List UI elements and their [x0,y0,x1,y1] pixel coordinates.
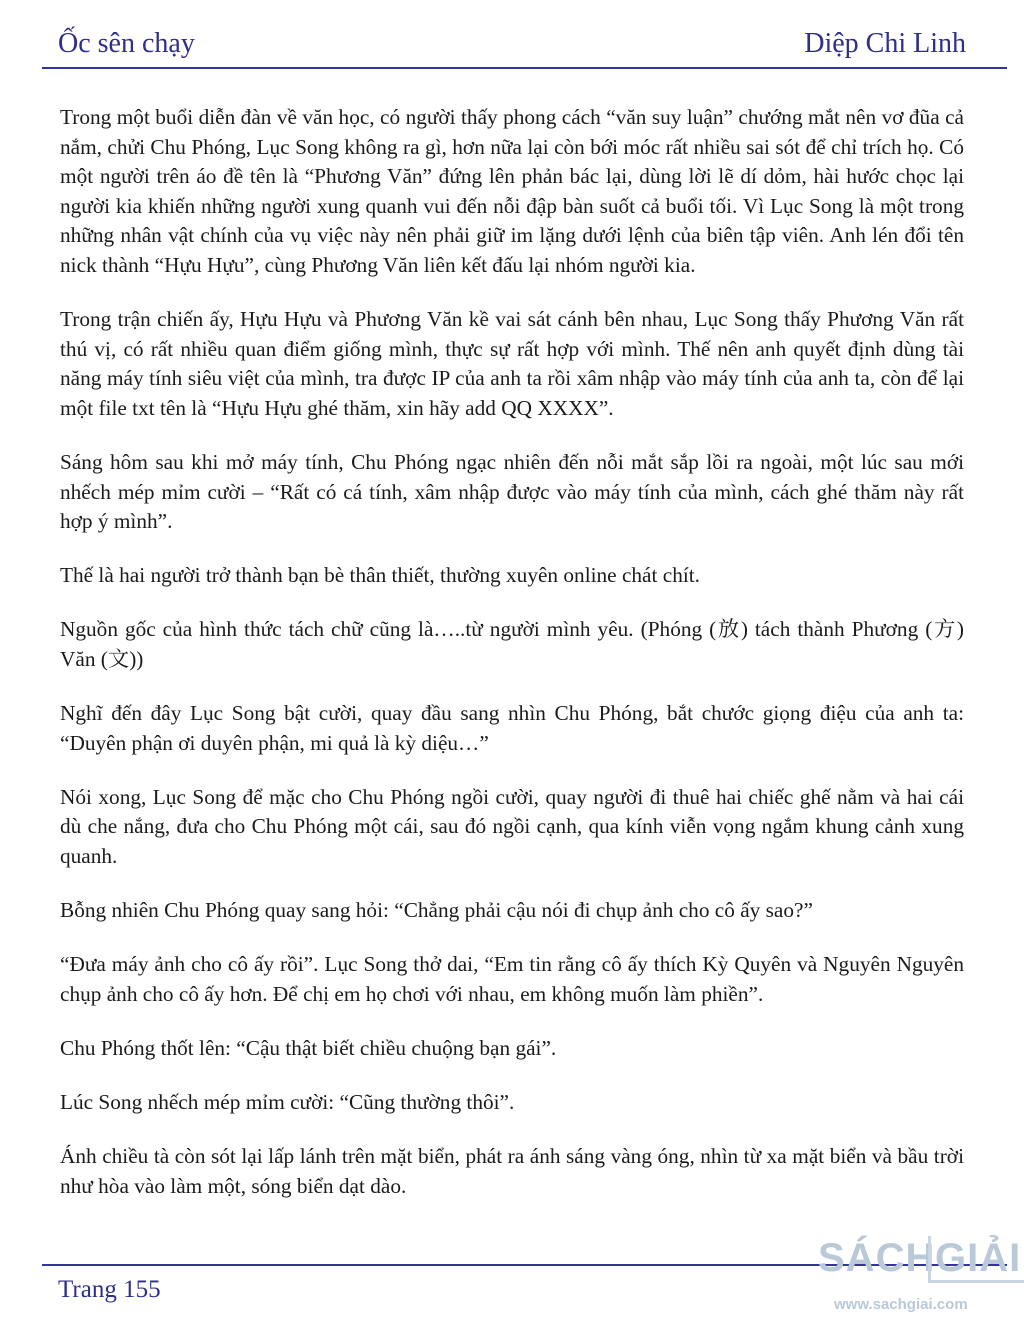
paragraph: Trong trận chiến ấy, Hựu Hựu và Phương Văn kề vai sát cánh bên nhau, Lục Song thấy Phương Văn rất thú vị, có rất nhiều quan điểm giống mình, thực sự rất hợp với mình. Thế nên anh quyết định dùng tài năng máy tính siêu việt của mình, tra được IP của anh ta rồi xâm nhập vào máy tính của anh ta, còn để lại một file txt tên là “Hựu Hựu ghé thăm, xin hãy add QQ XXXX”. [60,307,964,420]
page-number: Trang 155 [58,1276,161,1303]
paragraph: Nghĩ đến đây Lục Song bật cười, quay đầu sang nhìn Chu Phóng, bắt chước giọng điệu của anh ta: “Duyên phận ơi duyên phận, mi quả là kỳ diệu…” [60,701,964,755]
header-divider [42,67,1007,69]
paragraph: Lúc Song nhếch mép mỉm cười: “Cũng thường thôi”. [60,1089,515,1114]
paragraph: Bỗng nhiên Chu Phóng quay sang hỏi: “Chẳng phải cậu nói đi chụp ảnh cho cô ấy sao?” [60,897,813,922]
paragraph: “Đưa máy ảnh cho cô ấy rồi”. Lục Song thở dai, “Em tin rằng cô ấy thích Kỳ Quyên và Nguyên Nguyên chụp ảnh cho cô ấy hơn. Để chị em họ chơi với nhau, em không muốn làm phiền”. [60,952,964,1006]
page-header [0,0,1024,70]
page-body [60,103,964,1226]
book-title: Ốc sên chạy [58,28,195,59]
author-name: Diệp Chi Linh [804,28,966,59]
paragraph: Thế là hai người trở thành bạn bè thân thiết, thường xuyên online chát chít. [60,563,701,588]
paragraph: Nói xong, Lục Song để mặc cho Chu Phóng ngồi cười, quay người đi thuê hai chiếc ghế nằm và hai cái dù che nắng, đưa cho Chu Phóng một cái, sau đó ngồi cạnh, qua kính viễn vọng ngắm khung cảnh xung quanh. [60,784,964,868]
paragraph: Ánh chiều tà còn sót lại lấp lánh trên mặt biển, phát ra ánh sáng vàng óng, nhìn từ xa mặt biển và bầu trời như hòa vào làm một, sóng biển dạt dào. [60,1143,964,1198]
watermark-word: GIẢI [928,1236,1024,1283]
paragraph: Trong một buổi diễn đàn về văn học, có người thấy phong cách “văn suy luận” chướng mắt nên vơ đũa cả nắm, chửi Chu Phóng, Lục Song không ra gì, hơn nữa lại còn bới móc rất nhiều sai sót để chỉ trích họ. Có một người trên áo đề tên là “Phương Văn” đứng lên phản bác lại, dùng lời lẽ dí dỏm, hài hước chọc lại người kia khiến những người xung quanh vui đến nỗi đập bàn suốt cả buổi tối. Vì Lục Song là một trong những nhân vật chính của vụ việc này nên phải giữ im lặng dưới lệnh của biên tập viên. Anh lén đổi tên nick thành “Hựu Hựu”, cùng Phương Văn liên kết đấu lại nhóm người kia. [60,105,964,277]
watermark-word: SÁCH [818,1236,936,1280]
paragraph: Chu Phóng thốt lên: “Cậu thật biết chiều chuộng bạn gái”. [60,1035,557,1060]
watermark-url: www.sachgiai.com [834,1296,968,1313]
paragraph: Nguồn gốc của hình thức tách chữ cũng là…..từ người mình yêu. (Phóng (放) tách thành Phương (方) Văn (文)) [60,617,964,671]
paragraph: Sáng hôm sau khi mở máy tính, Chu Phóng ngạc nhiên đến nỗi mắt sắp lồi ra ngoài, một lúc sau mới nhếch mép mỉm cười – “Rất có cá tính, xâm nhập được vào máy tính của mình, cách ghé thăm này rất hợp ý mình”. [60,449,964,534]
watermark-logo [818,1226,1024,1325]
